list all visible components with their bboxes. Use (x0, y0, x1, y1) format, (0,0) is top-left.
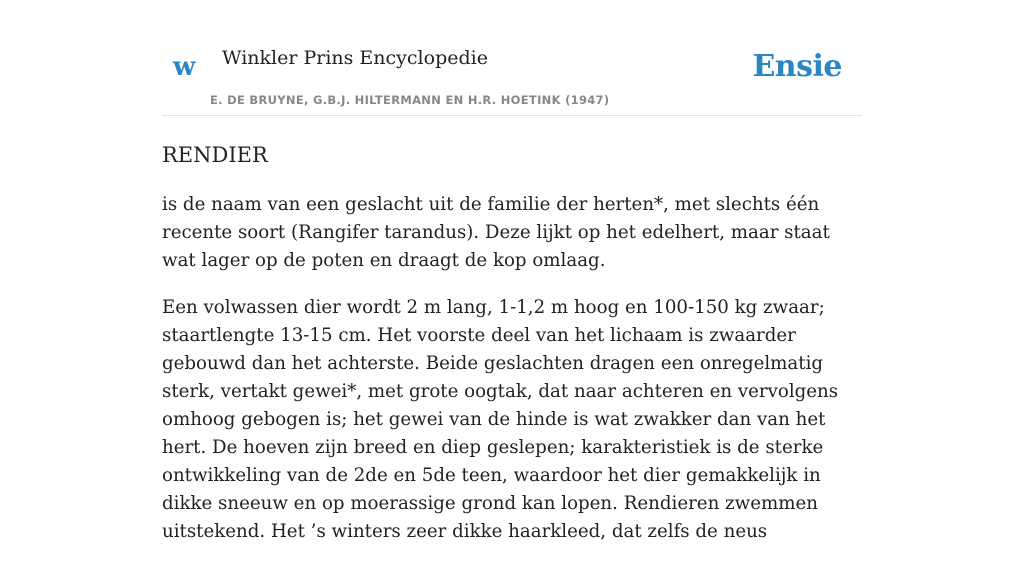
entry-title: RENDIER (162, 143, 268, 167)
entry-paragraph-1: is de naam van een geslacht uit de familie der herten*, met slechts één recente soort (Rangifer tarandus). Deze lijkt op het edelhert, maar staat wat lager op de poten en draagt de kop omlaag. (162, 194, 830, 271)
winkler-prins-logo[interactable]: w (173, 52, 196, 82)
entry-paragraph-2: Een volwassen dier wordt 2 m lang, 1-1,2 m hoog en 100-150 kg zwaar; staartlengte 13-15 cm. Het voorste deel van het lichaam is zwaarder gebouwd dan het achterste. Beide geslachten dragen een onregelmatig sterk, vertakt gewei*, met grote oogtak, dat naar achteren en vervolgens omhoog gebogen is; het gewei van de hinde is wat zwakker dan van het hert. De hoeven zijn breed en diep geslepen; karakteristiek is de sterke ontwikkeling van de 2de en 5de teen, waardoor het dier gemakkelijk in dikke sneeuw en op moerassige grond kan lopen. Rendieren zwemmen uitstekend. Het ’s winters zeer dikke haarkleed, dat zelfs de neus (162, 297, 839, 542)
site-title[interactable]: Winkler Prins Encyclopedie (222, 47, 488, 69)
site-header (162, 40, 862, 116)
ensie-logo[interactable]: Ensie (752, 49, 842, 84)
entry-content (162, 140, 862, 565)
authors-line: E. DE BRUYNE, G.B.J. HILTERMANN EN H.R. HOETINK (1947) (210, 93, 610, 107)
